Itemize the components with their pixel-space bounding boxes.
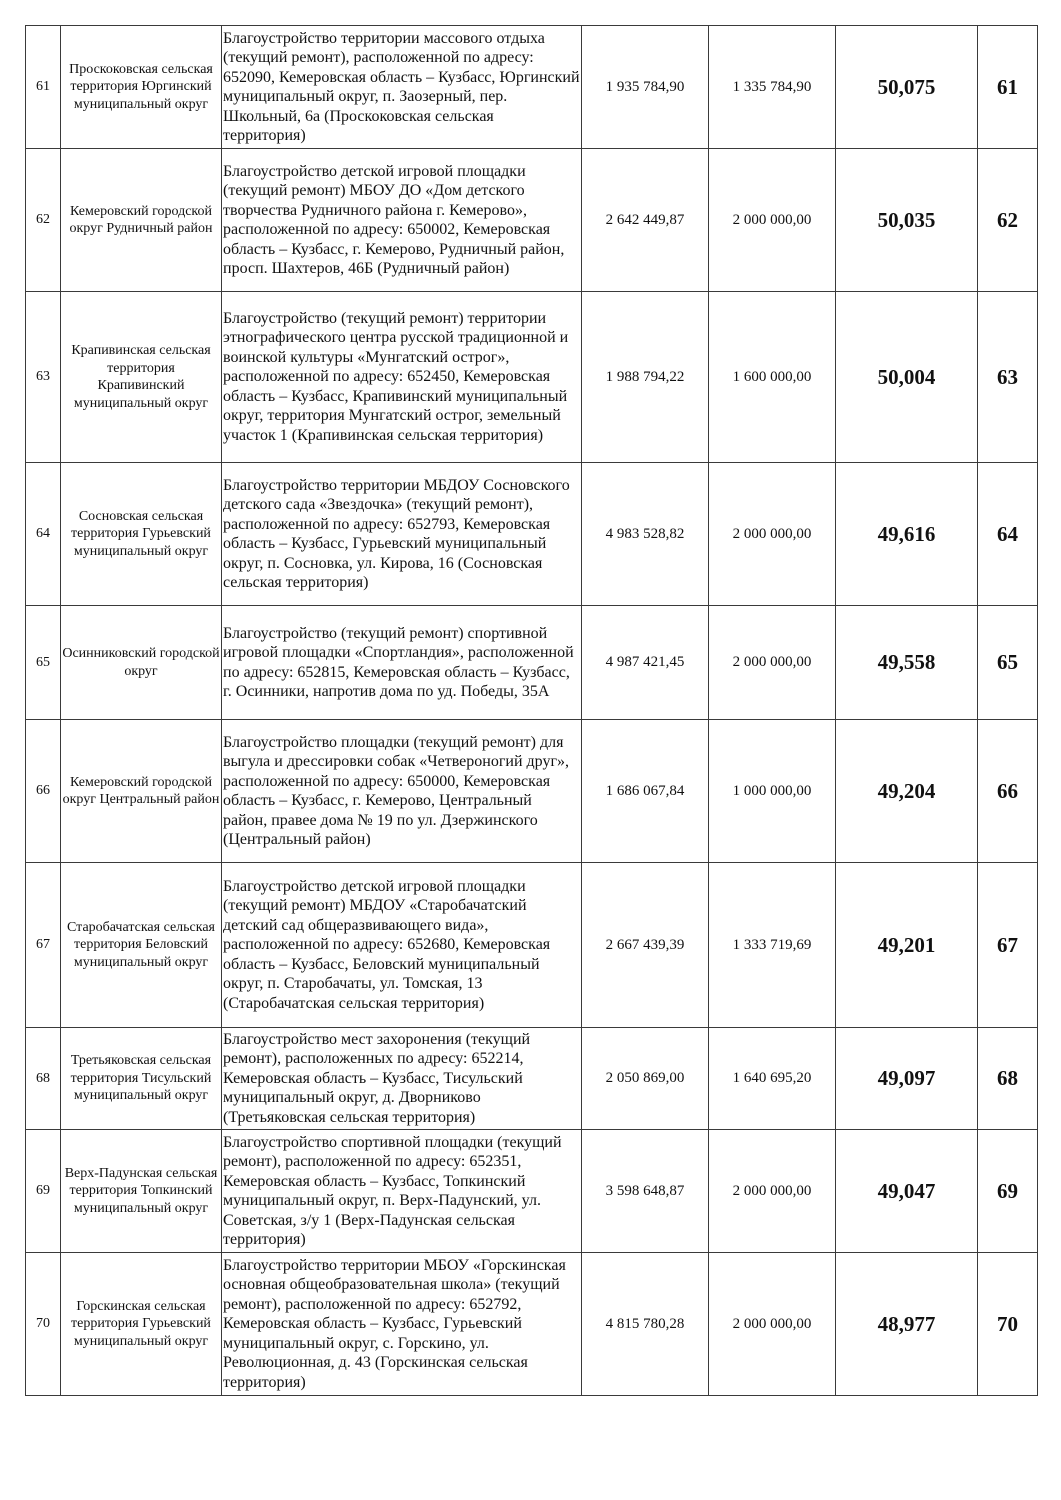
project-cost: 1 988 794,22 — [582, 292, 709, 463]
project-cost: 1 935 784,90 — [582, 26, 709, 149]
table-row — [26, 720, 1038, 863]
rank: 63 — [978, 292, 1038, 463]
table-row — [26, 292, 1038, 463]
project-cost: 2 667 439,39 — [582, 863, 709, 1028]
municipality: Кемеровский городской округ Рудничный район — [61, 149, 222, 292]
rank: 67 — [978, 863, 1038, 1028]
rank: 62 — [978, 149, 1038, 292]
project-cost: 4 987 421,45 — [582, 606, 709, 720]
project-cost: 4 983 528,82 — [582, 463, 709, 606]
grant-amount: 2 000 000,00 — [709, 463, 836, 606]
municipality: Третьяковская сельская территория Тисульский муниципальный округ — [61, 1028, 222, 1130]
rank: 66 — [978, 720, 1038, 863]
project-description: Благоустройство площадки (текущий ремонт) для выгула и дрессировки собак «Четвероногий друг», расположенной по адресу: 650000, Кемеровская область – Кузбасс, г. Кемерово, Центральный район, правее дома № 19 по ул. Дзержинского (Центральный район) — [222, 720, 582, 863]
table-row — [26, 863, 1038, 1028]
row-number: 66 — [26, 720, 61, 863]
project-cost: 2 642 449,87 — [582, 149, 709, 292]
project-description: Благоустройство (текущий ремонт) территории этнографического центра русской традиционной и воинской культуры «Мунгатский острог», расположенной по адресу: 652450, Кемеровская область – Кузбасс, Крапивинский муниципальный округ, территория Мунгатский острог, земельный участок 1 (Крапивинская сельская территория) — [222, 292, 582, 463]
rank: 70 — [978, 1253, 1038, 1396]
project-description: Благоустройство территории массового отдыха (текущий ремонт), расположенной по адресу: 652090, Кемеровская область – Кузбасс, Юргинский муниципальный округ, п. Заозерный, пер. Школьный, 6а (Проскоковская сельская территория) — [222, 26, 582, 149]
grant-amount: 1 335 784,90 — [709, 26, 836, 149]
municipality: Сосновская сельская территория Гурьевский муниципальный округ — [61, 463, 222, 606]
municipality: Горскинская сельская территория Гурьевский муниципальный округ — [61, 1253, 222, 1396]
municipality: Верх-Падунская сельская территория Топкинский муниципальный округ — [61, 1130, 222, 1253]
project-description: Благоустройство территории МБОУ «Горскинская основная общеобразовательная школа» (текущий ремонт), расположенной по адресу: 652792, Кемеровская область – Кузбасс, Гурьевский муниципальный округ, с. Горскино, ул. Революционная, д. 43 (Горскинская сельская территория) — [222, 1253, 582, 1396]
table-row — [26, 149, 1038, 292]
municipality: Крапивинская сельская территория Крапивинский муниципальный округ — [61, 292, 222, 463]
table-row — [26, 463, 1038, 606]
grant-amount: 1 600 000,00 — [709, 292, 836, 463]
project-cost: 2 050 869,00 — [582, 1028, 709, 1130]
ranking-table — [25, 25, 1038, 1396]
table-row — [26, 26, 1038, 149]
table-row — [26, 1130, 1038, 1253]
row-number: 64 — [26, 463, 61, 606]
score: 49,204 — [836, 720, 978, 863]
grant-amount: 2 000 000,00 — [709, 606, 836, 720]
score: 49,097 — [836, 1028, 978, 1130]
row-number: 62 — [26, 149, 61, 292]
project-description: Благоустройство территории МБДОУ Сосновского детского сада «Звездочка» (текущий ремонт), расположенной по адресу: 652793, Кемеровская область – Кузбасс, Гурьевский муниципальный округ, п. Сосновка, ул. Кирова, 16 (Сосновская сельская территория) — [222, 463, 582, 606]
project-cost: 3 598 648,87 — [582, 1130, 709, 1253]
table-row — [26, 1253, 1038, 1396]
row-number: 69 — [26, 1130, 61, 1253]
score: 50,075 — [836, 26, 978, 149]
row-number: 65 — [26, 606, 61, 720]
grant-amount: 2 000 000,00 — [709, 1253, 836, 1396]
row-number: 70 — [26, 1253, 61, 1396]
project-description: Благоустройство мест захоронения (текущий ремонт), расположенных по адресу: 652214, Кемеровская область – Кузбасс, Тисульский муниципальный округ, д. Дворниково (Третьяковская сельская территория) — [222, 1028, 582, 1130]
score: 48,977 — [836, 1253, 978, 1396]
score: 49,201 — [836, 863, 978, 1028]
rank: 61 — [978, 26, 1038, 149]
project-cost: 4 815 780,28 — [582, 1253, 709, 1396]
project-description: Благоустройство (текущий ремонт) спортивной игровой площадки «Спортландия», расположенной по адресу: 652815, Кемеровская область – Кузбасс, г. Осинники, напротив дома по уд. Победы, 35А — [222, 606, 582, 720]
grant-amount: 1 640 695,20 — [709, 1028, 836, 1130]
row-number: 67 — [26, 863, 61, 1028]
grant-amount: 2 000 000,00 — [709, 1130, 836, 1253]
municipality: Старобачатская сельская территория Беловский муниципальный округ — [61, 863, 222, 1028]
municipality: Проскоковская сельская территория Юргинский муниципальный округ — [61, 26, 222, 149]
municipality: Осинниковский городской округ — [61, 606, 222, 720]
score: 49,616 — [836, 463, 978, 606]
score: 49,558 — [836, 606, 978, 720]
rank: 64 — [978, 463, 1038, 606]
score: 50,035 — [836, 149, 978, 292]
rank: 69 — [978, 1130, 1038, 1253]
row-number: 61 — [26, 26, 61, 149]
municipality: Кемеровский городской округ Центральный район — [61, 720, 222, 863]
row-number: 63 — [26, 292, 61, 463]
grant-amount: 1 333 719,69 — [709, 863, 836, 1028]
row-number: 68 — [26, 1028, 61, 1130]
table-row — [26, 1028, 1038, 1130]
rank: 65 — [978, 606, 1038, 720]
project-cost: 1 686 067,84 — [582, 720, 709, 863]
project-description: Благоустройство спортивной площадки (текущий ремонт), расположенной по адресу: 652351, Кемеровская область – Кузбасс, Топкинский муниципальный округ, п. Верх-Падунский, ул. Советская, з/у 1 (Верх-Падунская сельская территория) — [222, 1130, 582, 1253]
project-description: Благоустройство детской игровой площадки (текущий ремонт) МБДОУ «Старобачатский детский сад общеразвивающего вида», расположенной по адресу: 652680, Кемеровская область – Кузбасс, Беловский муниципальный округ, п. Старобачаты, ул. Томская, 13 (Старобачатская сельская территория) — [222, 863, 582, 1028]
score: 49,047 — [836, 1130, 978, 1253]
grant-amount: 2 000 000,00 — [709, 149, 836, 292]
project-description: Благоустройство детской игровой площадки (текущий ремонт) МБОУ ДО «Дом детского творчества Рудничного района г. Кемерово», расположенной по адресу: 650002, Кемеровская область – Кузбасс, г. Кемерово, Рудничный район, просп. Шахтеров, 46Б (Рудничный район) — [222, 149, 582, 292]
rank: 68 — [978, 1028, 1038, 1130]
score: 50,004 — [836, 292, 978, 463]
table-row — [26, 606, 1038, 720]
grant-amount: 1 000 000,00 — [709, 720, 836, 863]
